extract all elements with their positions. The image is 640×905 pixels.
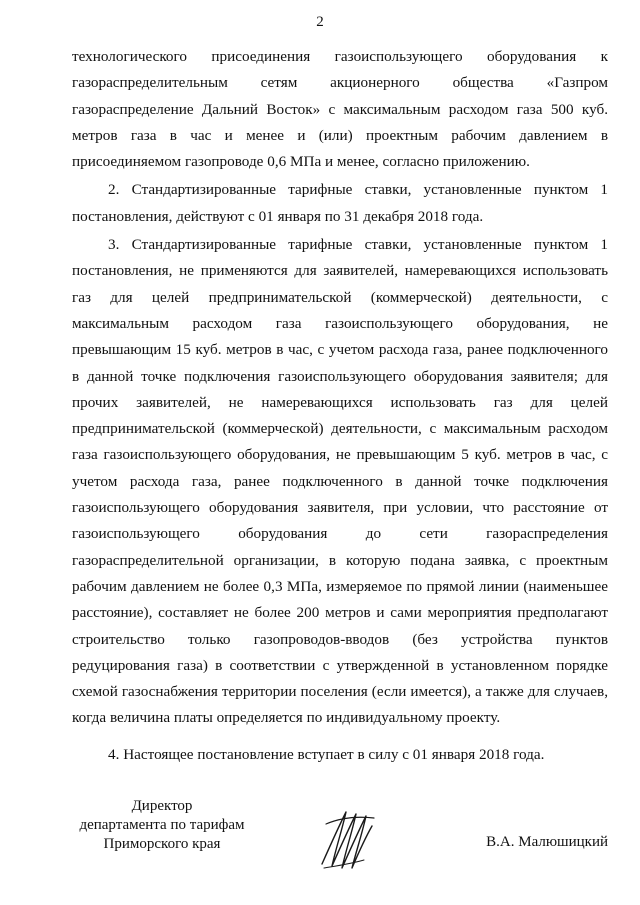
paragraph-4: 4. Настоящее постановление вступает в силу с 01 января 2018 года. (108, 745, 545, 763)
document-body (72, 44, 608, 768)
signatory-title-line-1: Директор (131, 798, 193, 814)
paragraph-3: 3. Стандартизированные тарифные ставки, установленные пунктом 1 постановления, не применяются для заявителей, намеревающихся использовать газ для целей предпринимательской (коммерческой) деятельности, с максимальным расходом газа газоиспользующего оборудования, не превышающим 15 куб. метров в час, с учетом расхода газа, ранее подключенного в данной точке подключения газоиспользующего оборудования заявителя; для прочих заявителей, не намеревающихся использовать газ для целей предпринимательской (коммерческой) деятельности, с максимальным расходом газа газоиспользующего оборудования, не превышающим 5 куб. метров в час, с учетом расхода газа, ранее подключенного в данной точке подключения газоиспользующего оборудования заявителя, при условии, что расстояние от газоиспользующего оборудования до сети газораспределения газораспределительной организации, в которую подана заявка, с проектным рабочим давлением не более 0,3 МПа, измеряемое по прямой линии (наименьшее расстояние), составляет не более 200 метров и сами мероприятия предполагают строительство только газопроводов-вводов (без устройства пунктов редуцирования газа) в соответствии с утвержденной в установленном порядке схемой газоснабжения территории поселения (если имеется), а также для случаев, когда величина платы определяется по индивидуальному проекту. (72, 236, 608, 727)
page-number: 2 (316, 14, 324, 30)
paragraph-1-continuation: технологического присоединения газоиспользующего оборудования к газораспределительным сетям акционерного общества «Газпром газораспределение Дальний Восток» с максимальным расходом газа 500 куб. метров газа в час и менее и (или) проектным рабочим давлением в присоединяемом газопроводе 0,6 МПа и менее, согласно приложению. (72, 48, 608, 171)
signatory-title-line-3: Приморского края (103, 836, 221, 852)
signatory-name: В.А. Малюшицкий (486, 834, 608, 850)
signatory-title-line-2: департамента по тарифам (79, 817, 245, 833)
handwritten-signature (316, 806, 380, 872)
signatory-title (72, 797, 252, 854)
paragraph-2: 2. Стандартизированные тарифные ставки, установленные пунктом 1 постановления, действуют с 01 января по 31 декабря 2018 года. (72, 181, 608, 225)
